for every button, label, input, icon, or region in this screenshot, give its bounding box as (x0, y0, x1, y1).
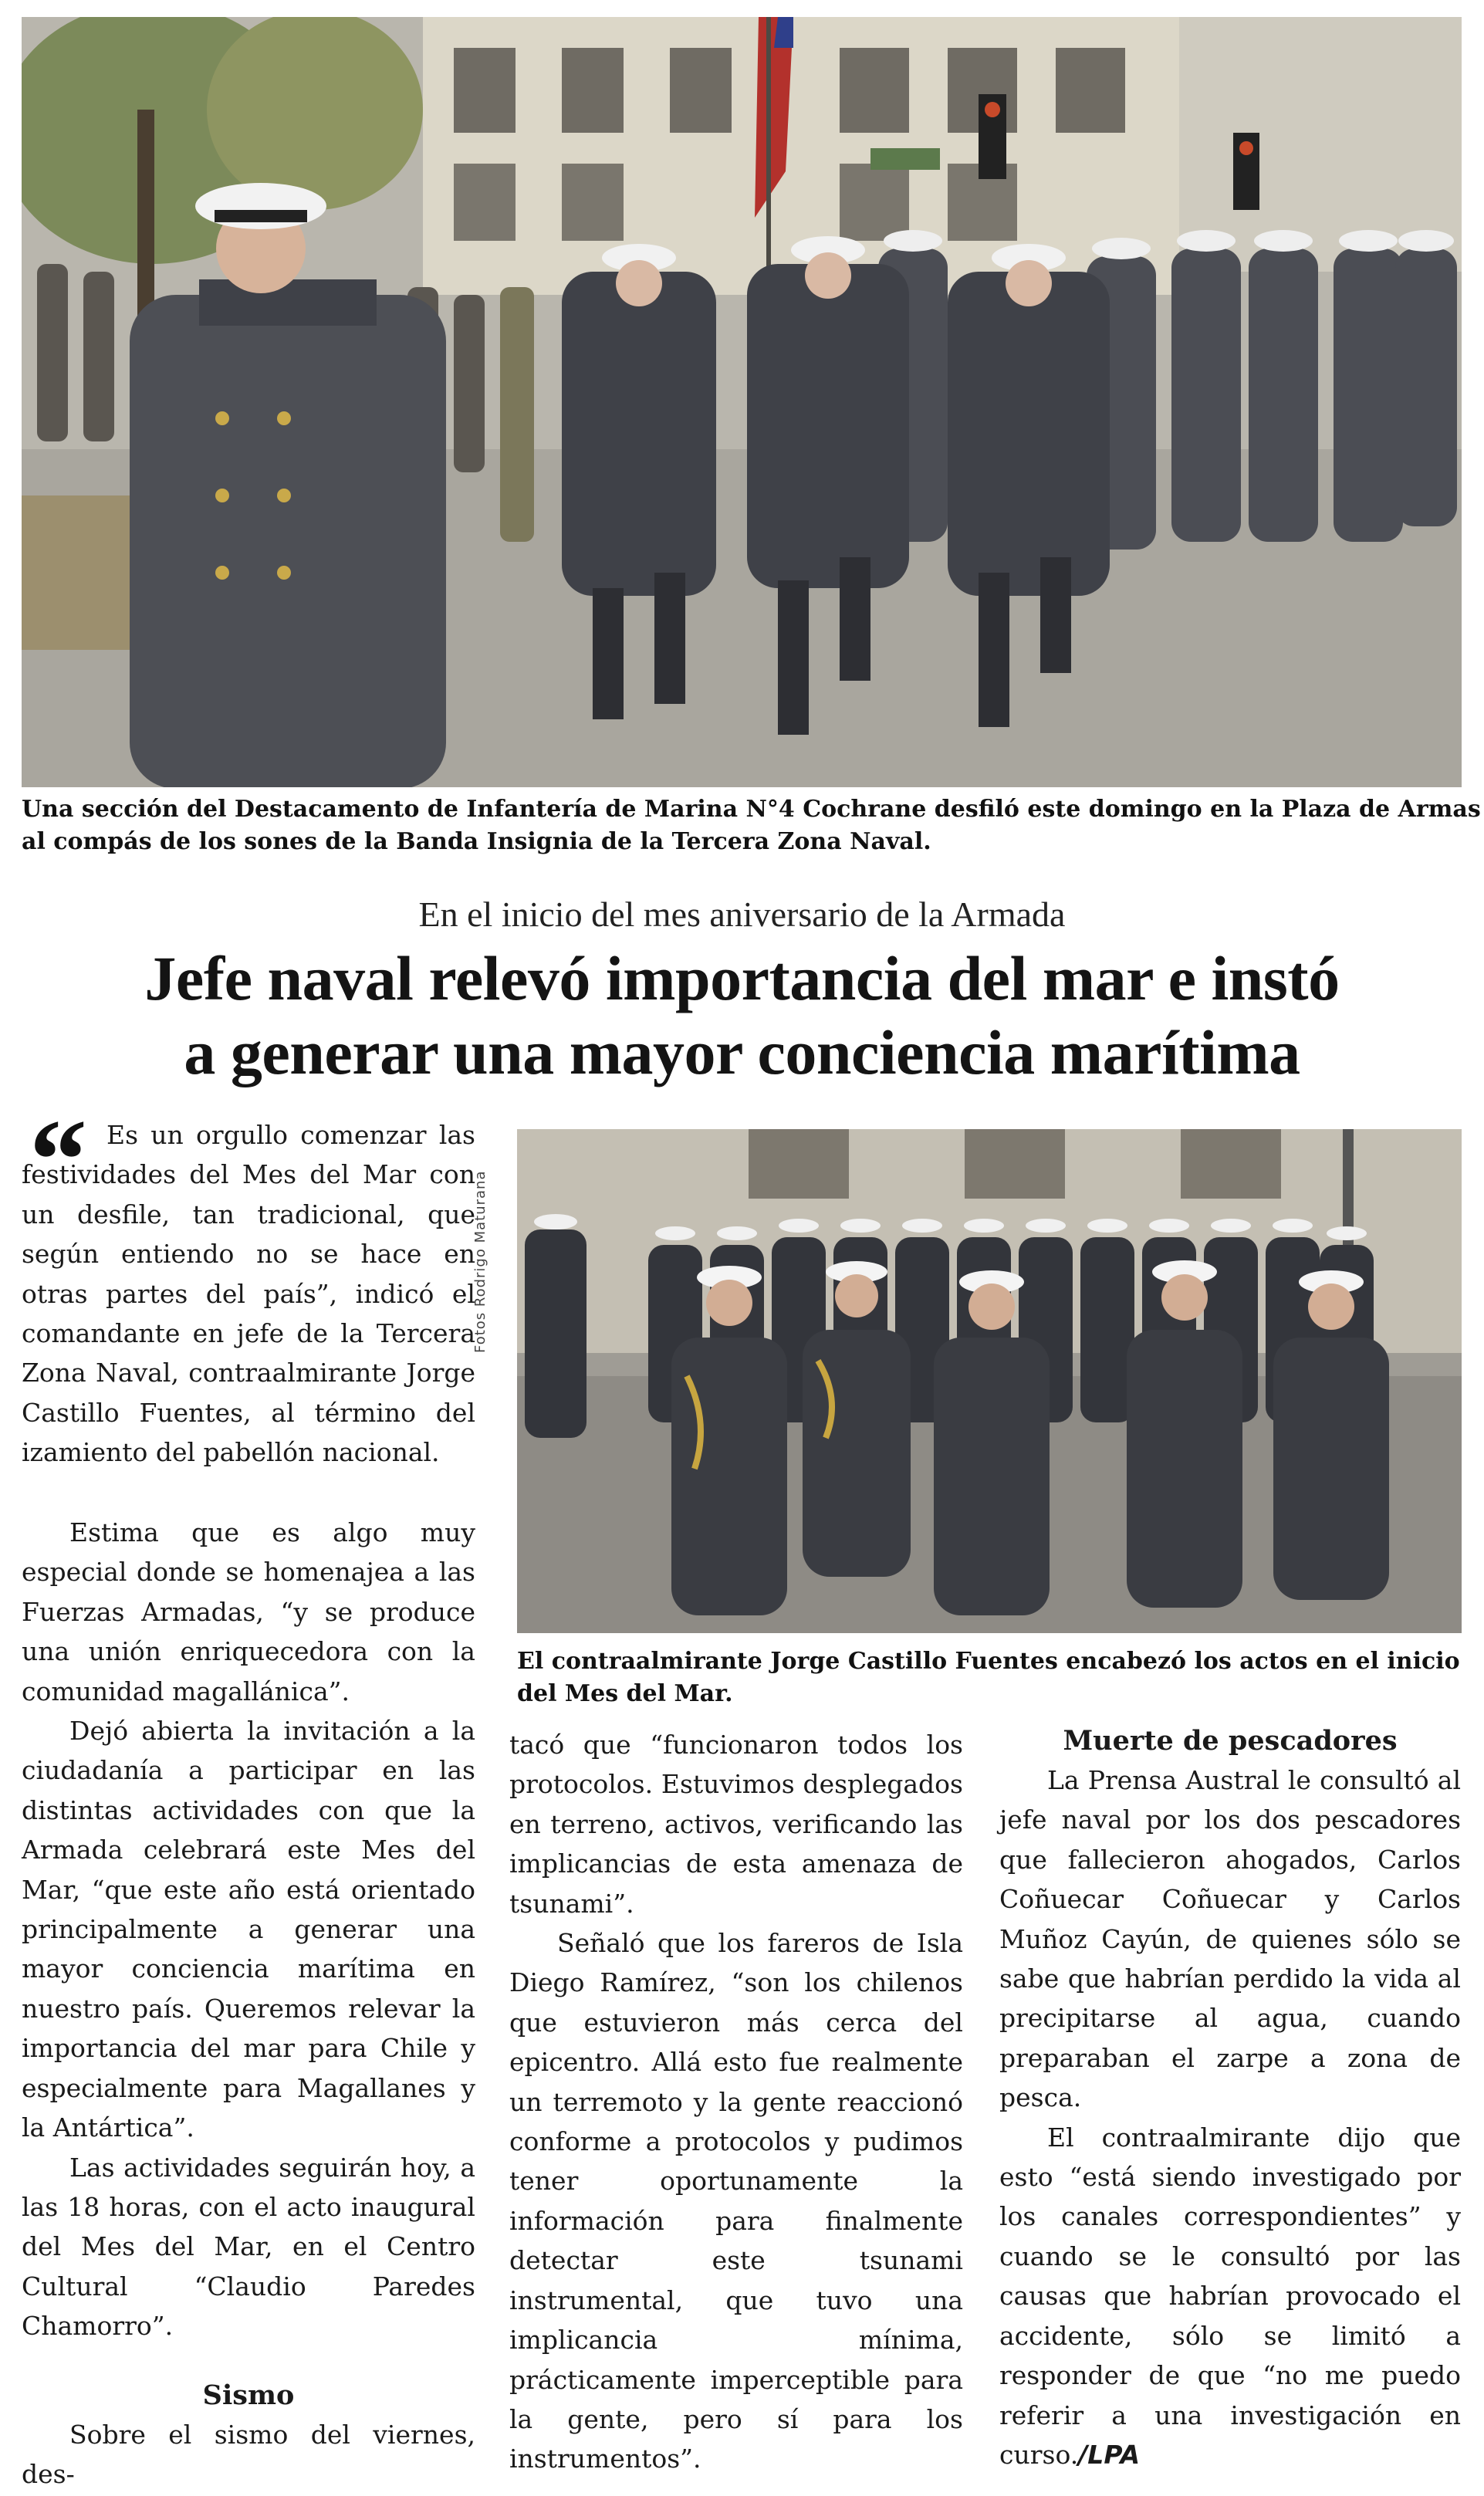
column-1-continued (22, 1513, 475, 2494)
headline-line-2: a generar una mayor conciencia marítima (184, 1017, 1300, 1087)
top-photo-caption (22, 793, 1481, 858)
col3-paragraph-2-text: El contraalmirante dijo que esto “está siendo investigado por los canales correspondientes” y cuando se le consultó por las causas que habrían provocado el accidente, sólo se limitó a responder de que “no me puedo referir a una investigación en curso. (999, 2122, 1461, 2470)
col1-subhead-sismo: Sismo (202, 2379, 295, 2411)
headline (46, 942, 1438, 1090)
col1-paragraph-3: Dejó abierta la invitación a la ciudadanía a participar en las distintas actividades con que la Armada celebrará este Mes del Mar, “que este año está orientado principalmente a generar una mayor conciencia marítima en nuestro país. Queremos relevar la importancia del mar para Chile y especialmente para Magallanes y la Antártica”. (22, 1716, 475, 2143)
top-photo-caption-line-1: Una sección del Destacamento de Infantería de Marina N°4 Cochrane desfiló este domingo en la Plaza de Armas (22, 796, 1481, 823)
top-photo-caption-line-2: al compás de los sones de la Banda Insignia de la Tercera Zona Naval. (22, 828, 931, 855)
col3-paragraph-2 (999, 2118, 1461, 2475)
second-photo-caption: El contraalmirante Jorge Castillo Fuentes encabezó los actos en el inicio del Mes del Mar. (517, 1648, 1460, 1707)
photo-credit: Fotos Rodrigo Maturana (472, 1170, 488, 1354)
col3-subhead-pescadores: Muerte de pescadores (1063, 1725, 1398, 1757)
parade-photo (22, 17, 1462, 787)
author-signature: /LPA (1078, 2439, 1141, 2470)
column-3 (999, 1721, 1461, 2474)
col1-paragraph-4: Las actividades seguirán hoy, a las 18 horas, con el acto inaugural del Mes del Mar, en el Centro Cultural “Claudio Paredes Chamorro”. (22, 2152, 475, 2342)
column-2 (509, 1725, 963, 2479)
col1-paragraph-2: Estima que es algo muy especial donde se homenajea a las Fuerzas Armadas, “y se produce una unión enriquecedora con la comunidad magallánica”. (22, 1517, 475, 1706)
col3-paragraph-1: La Prensa Austral le consultó al jefe naval por los dos pescadores que fallecieron ahogados, Carlos Coñuecar Coñuecar y Carlos Muñoz Cayún, de quienes sólo se sabe que habrían perdido la vida al precipitarse al agua, cuando preparaban el zarpe a zona de pesca. (999, 1765, 1461, 2113)
headline-line-1: Jefe naval relevó importancia del mar e instó (144, 943, 1340, 1013)
kicker: En el inicio del mes aniversario de la Armada (418, 895, 1066, 934)
quote-mark-icon: “ (29, 1096, 87, 1224)
column-1 (22, 1096, 475, 1473)
officers-photo (517, 1129, 1462, 1633)
col2-paragraph-2: Señaló que los fareros de Isla Diego Ramírez, “son los chilenos que estuvieron más cerca del epicentro. Allá esto fue realmente un terremoto y la gente reaccionó conforme a protocolos y pudimos tener oportunamente la información para finalmente detectar este tsunami instrumental, que tuvo una implicancia mínima, prácticamente imperceptible para la gente, pero sí para los instrumentos”. (509, 1928, 963, 2474)
col1-paragraph-1: Es un orgullo comenzar las festividades del Mes del Mar con un desfile, tan tradicional, que según entiendo no se hace en otras partes del país”, indicó el comandante en jefe de la Tercera Zona Naval, contraalmirante Jorge Castillo Fuentes, al término del izamiento del pabellón nacional. (22, 1120, 475, 1468)
col1-paragraph-5: Sobre el sismo del viernes, des- (22, 2419, 475, 2489)
col2-paragraph-1: tacó que “funcionaron todos los protocolos. Estuvimos desplegados en terreno, activos, verificando las implicancias de esta amenaza de tsunami”. (509, 1730, 963, 1919)
